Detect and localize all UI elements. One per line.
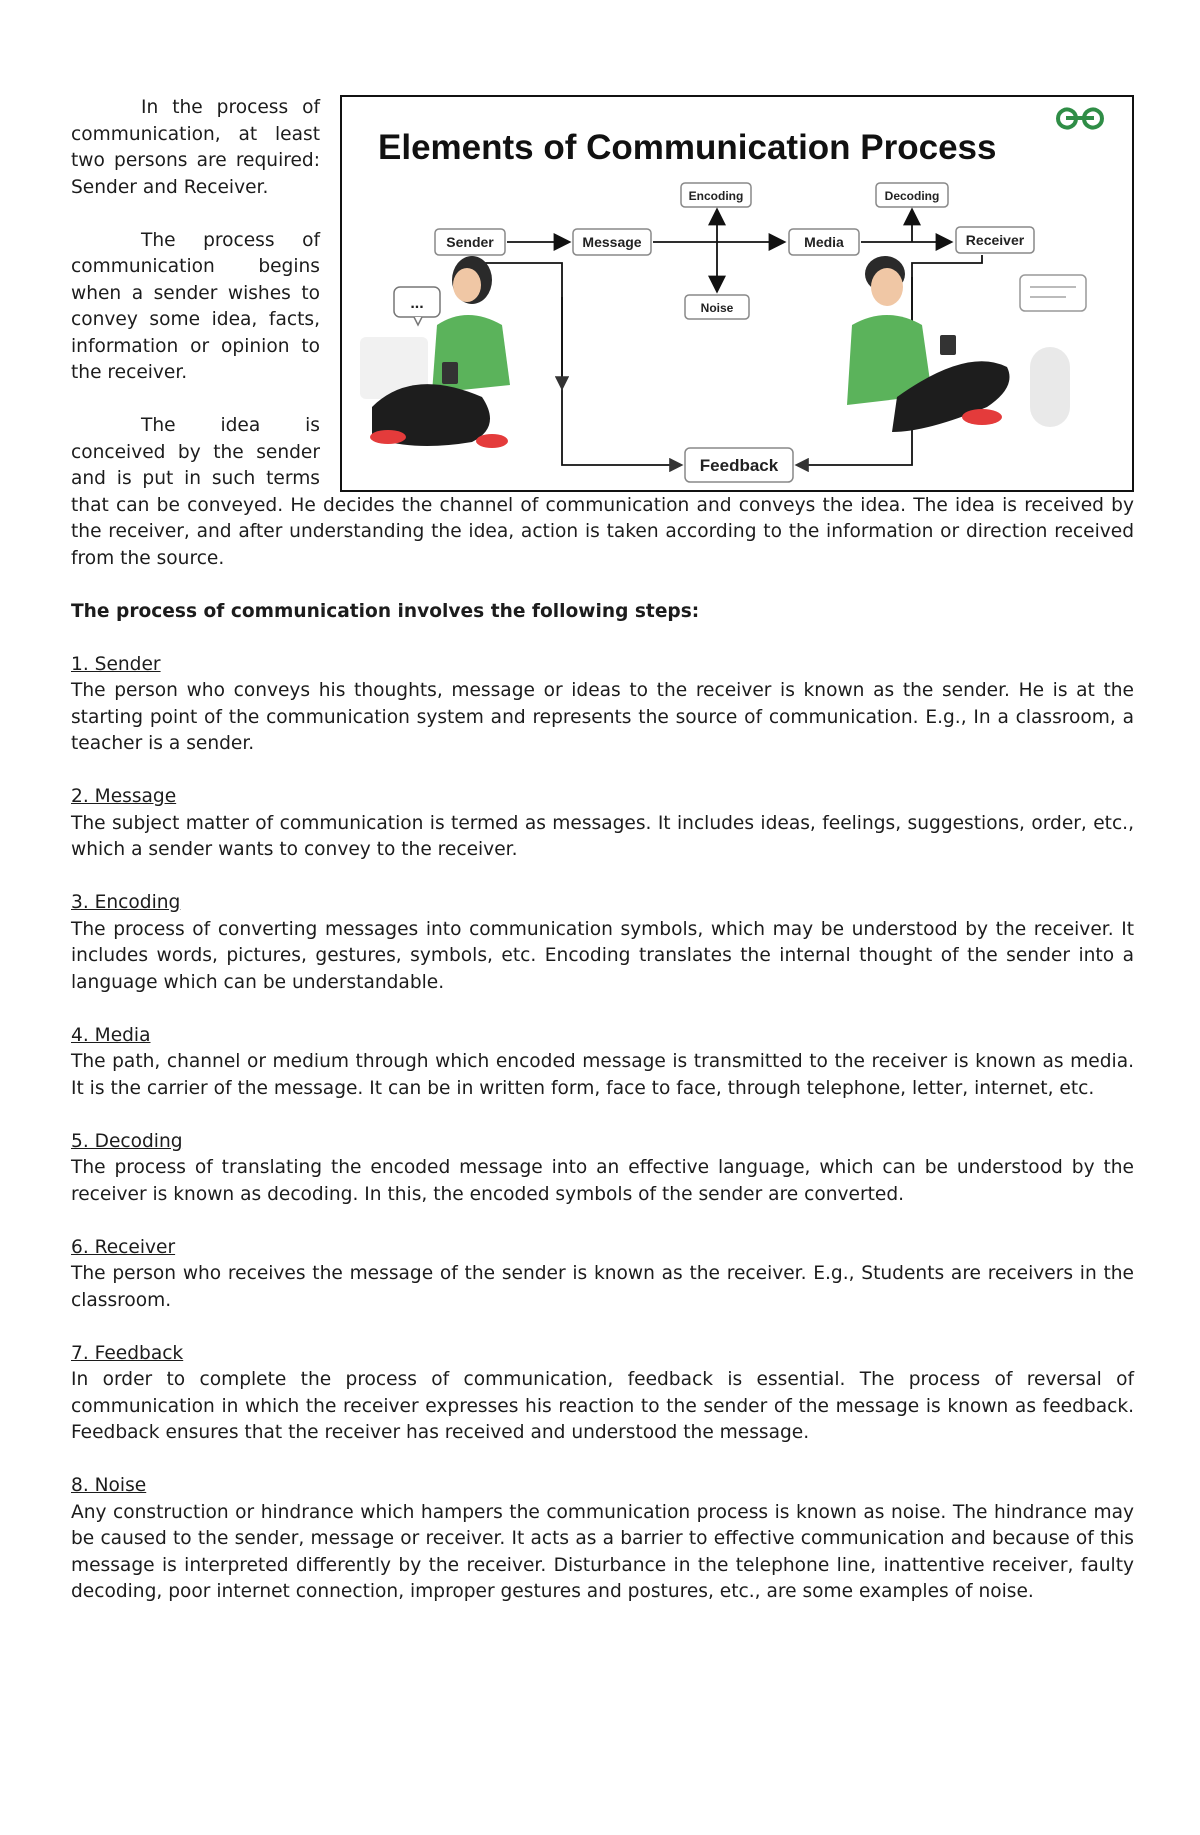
encoding-label: Encoding (688, 189, 744, 203)
document-page (71, 95, 1134, 1632)
step-title: 8. Noise (71, 1475, 147, 1496)
sender-label: Sender (446, 234, 494, 250)
chat-bubble-icon (394, 287, 440, 325)
step-noise (71, 1473, 1134, 1606)
sender-box (435, 229, 505, 255)
step-feedback (71, 1341, 1134, 1447)
step-body: The process of translating the encoded message into an effective language, which can be understood by the receiver is known as decoding. In this, the encoded symbols of the sender are converted. (71, 1157, 1134, 1205)
step-body: The path, channel or medium through which encoded message is transmitted to the receiver is known as media. It is the carrier of the message. It can be in written form, face to face, through telephone, letter, internet, etc. (71, 1051, 1134, 1099)
step-title: 5. Decoding (71, 1130, 183, 1152)
decoding-label: Decoding (884, 189, 940, 203)
encoding-box (681, 183, 751, 207)
steps-heading: The process of communication involves the following steps: (71, 600, 700, 622)
noise-box (685, 295, 749, 319)
noise-label: Noise (700, 301, 734, 315)
step-message (71, 784, 1134, 864)
communication-process-figure (340, 95, 1134, 492)
decoding-box (876, 183, 948, 207)
media-label: Media (804, 234, 844, 250)
figure-title: Elements of Communication Process (378, 128, 997, 167)
intro-paragraph-1: In the process of communication, at least two persons are required: Sender and Receiver. (71, 97, 320, 198)
step-body: The subject matter of communication is termed as messages. It includes ideas, feelings, suggestions, order, etc., which a sender wants to convey to the receiver. (71, 812, 1134, 860)
step-title: 2. Message (71, 786, 177, 807)
receiver-person-illustration (847, 256, 1086, 432)
gfg-logo-icon (1058, 104, 1120, 135)
receiver-label: Receiver (965, 232, 1025, 248)
message-bubble-icon (1020, 275, 1086, 311)
step-title: 6. Receiver (71, 1236, 176, 1258)
chat-bubble-text: ... (410, 295, 424, 312)
intro-paragraph-2: The process of communication begins when a sender wishes to convey some idea, facts, information or opinion to the receiver. (71, 229, 320, 383)
step-title: 1. Sender (71, 653, 161, 675)
sender-person-illustration (360, 256, 510, 448)
step-title: 4. Media (71, 1024, 151, 1046)
step-body: The person who conveys his thoughts, message or ideas to the receiver is known as the sender. He is at the starting point of the communication system and represents the source of communication. E.g., In a classroom, a teacher is a sender. (71, 680, 1134, 754)
step-sender (71, 652, 1134, 758)
step-receiver (71, 1235, 1134, 1315)
step-media (71, 1023, 1134, 1103)
feedback-label: Feedback (699, 456, 779, 475)
step-body: The process of converting messages into communication symbols, which may be understood by the receiver. It includes words, pictures, gestures, symbols, etc. Encoding translates the internal thought of the sender into a language which can be understandable. (71, 918, 1134, 993)
feedback-box (685, 448, 793, 482)
step-decoding (71, 1129, 1134, 1209)
step-encoding (71, 890, 1134, 996)
receiver-box (956, 227, 1034, 253)
media-box (789, 229, 859, 255)
step-body: Any construction or hindrance which hampers the communication process is known as noise. The hindrance may be caused to the sender, message or receiver. It acts as a barrier to effective communication and because of this message is interpreted differently by the receiver. Disturbance in the telephone line, inattentive receiver, faulty decoding, poor internet connection, improper gestures and postures, etc., are some examples of noise. (71, 1501, 1134, 1602)
diagram-svg (342, 97, 1132, 490)
message-label: Message (582, 234, 642, 250)
step-body: The person who receives the message of the sender is known as the receiver. E.g., Students are receivers in the classroom. (71, 1263, 1134, 1311)
step-body: In order to complete the process of communication, feedback is essential. The process of reversal of communication in which the receiver expresses his reaction to the sender of the message is known as feedback. Feedback ensures that the receiver has received and understood the message. (71, 1369, 1134, 1443)
step-title: 3. Encoding (71, 892, 181, 913)
message-box (573, 229, 651, 255)
step-title: 7. Feedback (71, 1342, 184, 1364)
intro-paragraph-3: The idea is conceived by the sender and is put in such terms that can be conveyed. He decides the channel of communication and conveys the idea. The idea is received by the receiver, and after understanding the idea, action is taken according to the information or direction received from the source. (71, 415, 1134, 569)
